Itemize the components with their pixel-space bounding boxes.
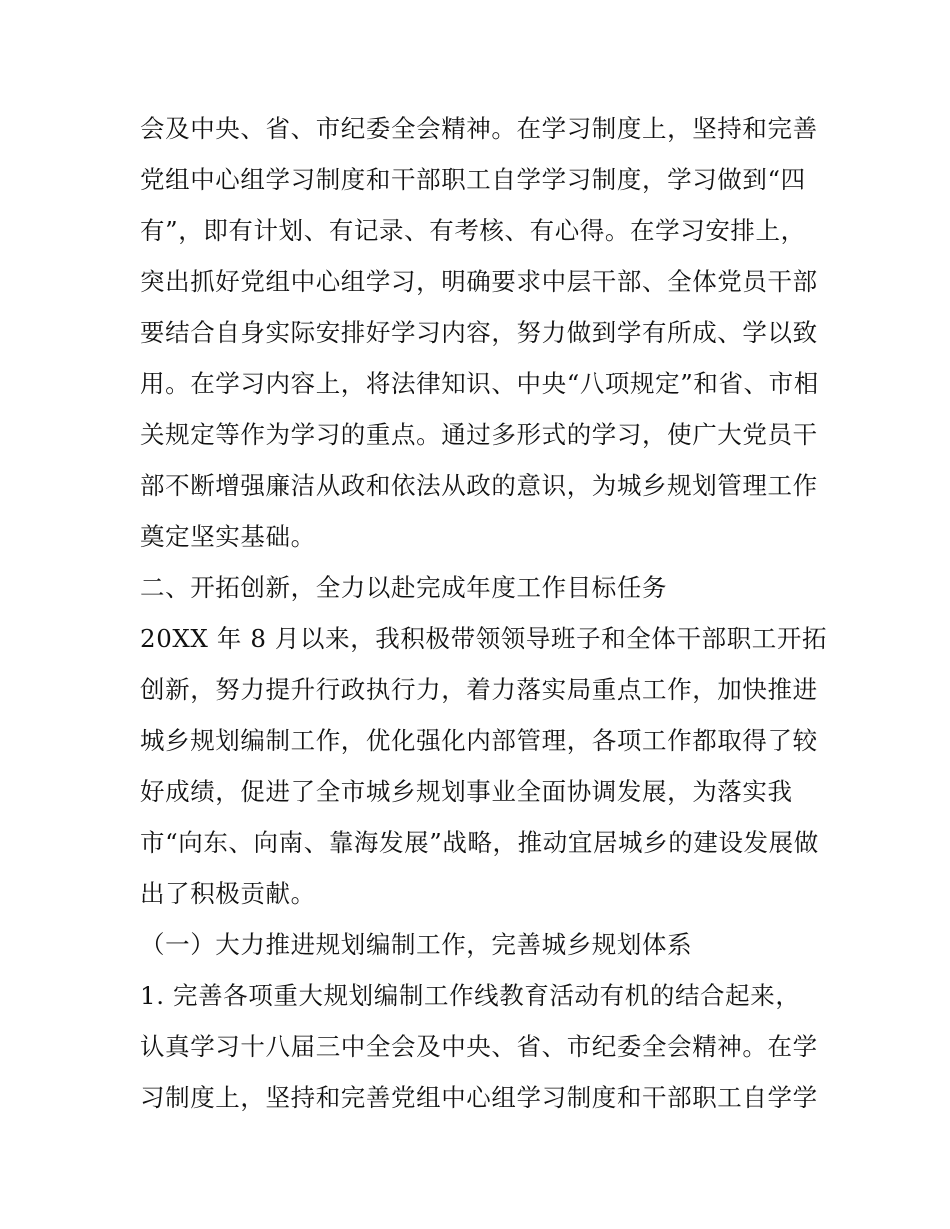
- subsection-heading: （一）大力推进规划编制工作，完善城乡规划体系: [140, 930, 693, 959]
- text-line: 城乡规划编制工作，优化强化内部管理，各项工作都取得了较: [140, 726, 818, 755]
- text-line: 关规定等作为学习的重点。通过多形式的学习，使广大党员干: [140, 420, 818, 449]
- section-heading: 二、开拓创新，全力以赴完成年度工作目标任务: [140, 573, 668, 602]
- text-line: 用。在学习内容上，将法律知识、中央“八项规定”和省、市相: [140, 369, 819, 398]
- text-line: 突出抓好党组中心组学习，明确要求中层干部、全体党员干部: [140, 267, 818, 296]
- text-line: 有”，即有计划、有记录、有考核、有心得。在学习安排上，: [140, 216, 806, 245]
- text-line: 部不断增强廉洁从政和依法从政的意识，为城乡规划管理工作: [140, 471, 818, 500]
- text-line: 1. 完善各项重大规划编制工作线教育活动有机的结合起来，: [140, 981, 801, 1010]
- text-line: 出了积极贡献。: [140, 879, 316, 908]
- text-line: 会及中央、省、市纪委全会精神。在学习制度上，坚持和完善: [140, 114, 818, 143]
- text-line: 要结合自身实际安排好学习内容，努力做到学有所成、学以致: [140, 318, 818, 347]
- text-line: 习制度上，坚持和完善党组中心组学习制度和干部职工自学学: [140, 1083, 818, 1112]
- text-line: 认真学习十八届三中全会及中央、省、市纪委全会精神。在学: [140, 1032, 818, 1061]
- text-line: 20XX 年 8 月以来，我积极带领领导班子和全体干部职工开拓: [140, 624, 828, 653]
- text-line: 奠定坚实基础。: [140, 522, 316, 551]
- text-line: 好成绩，促进了全市城乡规划事业全面协调发展，为落实我: [140, 777, 793, 806]
- text-line: 市“向东、向南、靠海发展”战略，推动宜居城乡的建设发展做: [140, 828, 819, 857]
- text-line: 党组中心组学习制度和干部职工自学学习制度，学习做到“四: [140, 165, 806, 194]
- text-line: 创新，努力提升行政执行力，着力落实局重点工作，加快推进: [140, 675, 818, 704]
